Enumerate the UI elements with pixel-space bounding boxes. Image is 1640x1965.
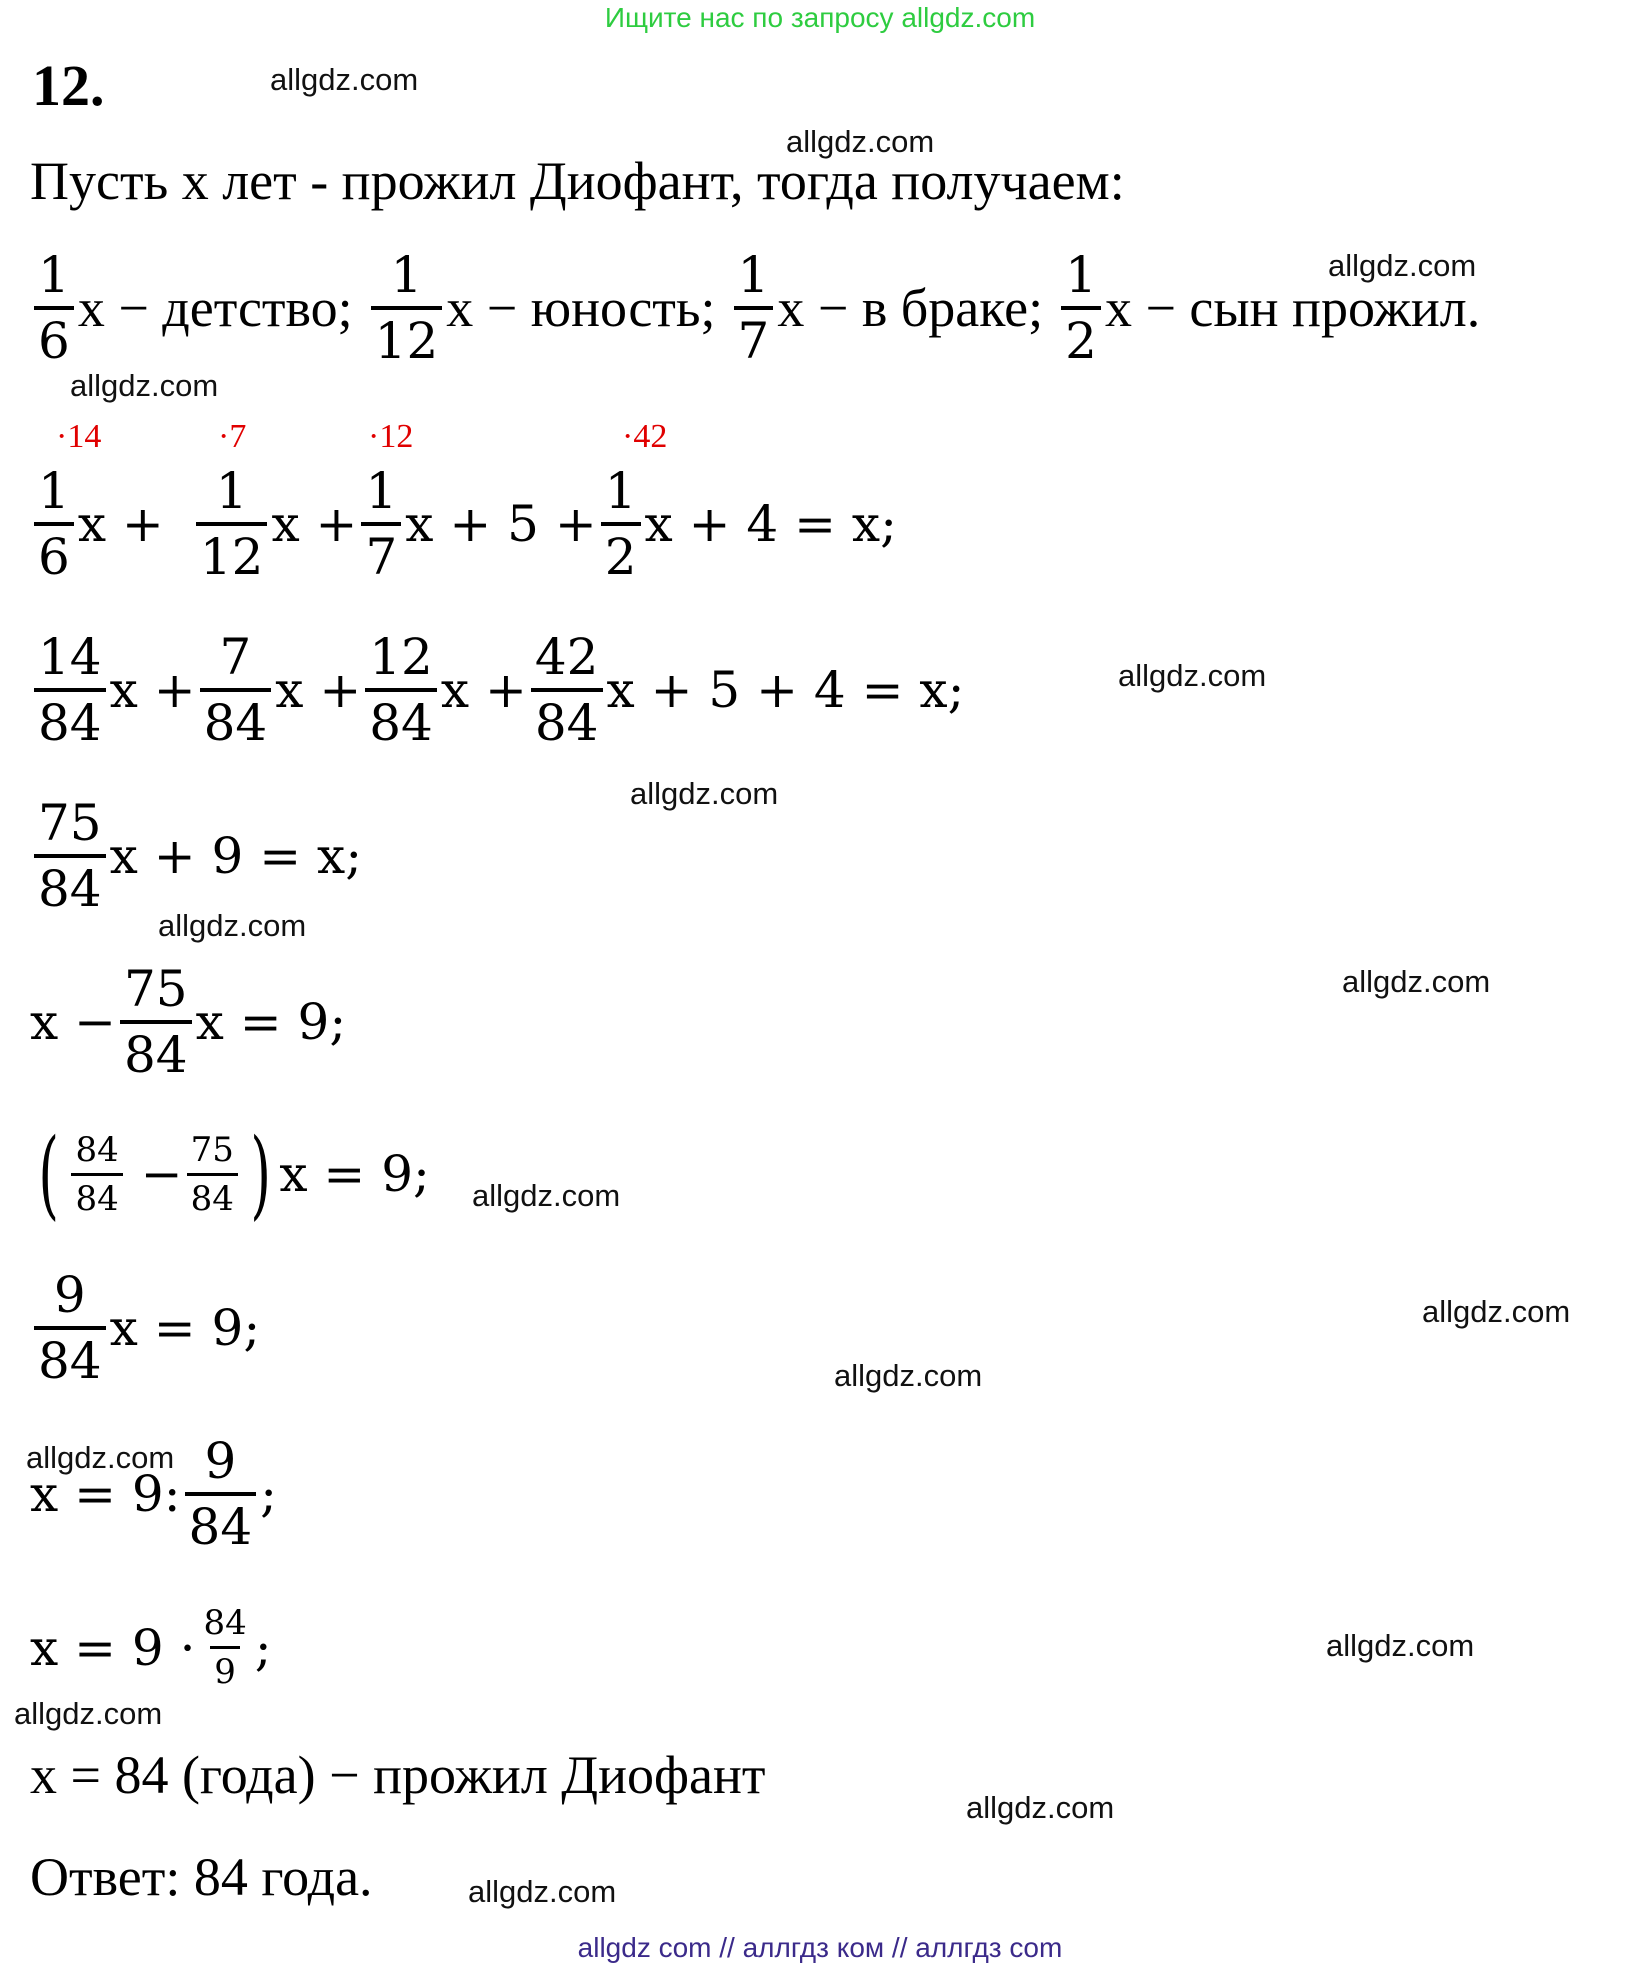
fraction: $\frac{12}{84}$ <box>365 632 437 748</box>
fraction: $\frac{9}{84}$ <box>34 1270 106 1386</box>
watermark: allgdz.com <box>158 908 307 943</box>
watermark: allgdz.com <box>1422 1294 1571 1329</box>
watermark: allgdz.com <box>630 776 779 811</box>
eq-term: x + <box>109 661 196 719</box>
eq-term: ; <box>260 1465 278 1523</box>
top-banner: Ищите нас по запросу allgdz.com <box>604 2 1036 33</box>
fraction: $\frac{1}{7}$ <box>361 466 401 582</box>
eq-term: x = 9; <box>279 1145 430 1203</box>
equation-6 <box>30 1266 261 1390</box>
eq-term: x + <box>440 661 527 719</box>
multiplier: ·42 <box>622 418 668 455</box>
watermark: allgdz.com <box>468 1874 617 1909</box>
eq-term: x = 9; <box>109 1299 261 1357</box>
fraction: $\frac{1}{2}$ <box>1061 250 1101 366</box>
watermark: allgdz.com <box>26 1440 175 1475</box>
fraction: $\frac{1}{12}$ <box>371 250 443 366</box>
fraction: $\frac{1}{6}$ <box>34 466 74 582</box>
fraction: $\frac{9}{84}$ <box>185 1436 257 1552</box>
watermark: allgdz.com <box>1328 248 1477 283</box>
eq-term: x + <box>275 661 362 719</box>
watermark: allgdz.com <box>270 62 419 97</box>
paren-open: ( <box>38 1118 60 1230</box>
eq-term: x = 9; <box>195 993 347 1051</box>
equation-4 <box>30 960 347 1084</box>
fraction: $\frac{75}{84}$ <box>120 964 192 1080</box>
eq-term: x − <box>30 993 116 1051</box>
watermark: allgdz.com <box>1342 964 1491 999</box>
childhood-label: x − детство; <box>77 278 353 338</box>
eq-term: x + 9 = x; <box>109 827 363 885</box>
watermark: allgdz.com <box>1118 658 1267 693</box>
equation-8 <box>30 1603 272 1692</box>
fraction: $\frac{1}{2}$ <box>601 466 641 582</box>
eq-term: x + 5 + <box>405 495 597 553</box>
watermark: allgdz.com <box>1326 1628 1475 1663</box>
fraction: $\frac{1}{6}$ <box>34 250 74 366</box>
multiplier: ·12 <box>368 418 414 455</box>
fraction: $\frac{75}{84}$ <box>34 798 106 914</box>
equation-2 <box>30 628 965 752</box>
marriage-label: x − в браке; <box>777 278 1044 338</box>
fraction: $\frac{75}{84}$ <box>187 1133 238 1216</box>
son-label: x − сын прожил. <box>1104 278 1481 338</box>
youth-label: x − юность; <box>446 278 716 338</box>
watermark: allgdz.com <box>834 1358 983 1393</box>
watermark: allgdz.com <box>70 368 219 403</box>
eq-term: ; <box>254 1618 272 1677</box>
intro-text: Пусть x лет - прожил Диофант, тогда получаем: <box>30 151 1125 211</box>
watermark: allgdz.com <box>786 124 935 159</box>
result-line: x = 84 (года) − прожил Диофант <box>30 1745 766 1805</box>
eq-term: − <box>140 1145 183 1203</box>
watermark: allgdz.com <box>472 1178 621 1213</box>
eq-term: x = 9 · <box>30 1618 196 1677</box>
equation-5 <box>30 1118 430 1230</box>
fraction: $\frac{14}{84}$ <box>34 632 106 748</box>
multiplier: ·7 <box>218 418 247 455</box>
fraction: $\frac{1}{12}$ <box>196 466 268 582</box>
equation-3 <box>30 794 363 918</box>
multiplier: ·14 <box>56 418 102 455</box>
task-number: 12. <box>32 53 105 118</box>
eq-term: x + 5 + 4 = x; <box>606 661 965 719</box>
watermark: allgdz.com <box>966 1790 1115 1825</box>
eq-term: x = 9: <box>30 1465 181 1523</box>
eq-term: x + <box>77 495 164 553</box>
eq-term: x + <box>271 495 358 553</box>
paren-close: ) <box>250 1118 271 1230</box>
eq-term: x + 4 = x; <box>644 495 897 553</box>
fraction: $\frac{42}{84}$ <box>531 632 603 748</box>
watermark: allgdz.com <box>14 1696 163 1731</box>
equation-1 <box>30 462 897 586</box>
footer-banner: allgdz com // аллгдз ком // аллгдз com <box>577 1932 1063 1963</box>
life-periods-line <box>30 246 1481 370</box>
fraction: $\frac{7}{84}$ <box>200 632 272 748</box>
fraction: $\frac{84}{9}$ <box>203 1603 247 1692</box>
answer-line: Ответ: 84 года. <box>30 1847 373 1907</box>
fraction: $\frac{84}{84}$ <box>71 1133 122 1216</box>
fraction: $\frac{1}{7}$ <box>734 250 774 366</box>
